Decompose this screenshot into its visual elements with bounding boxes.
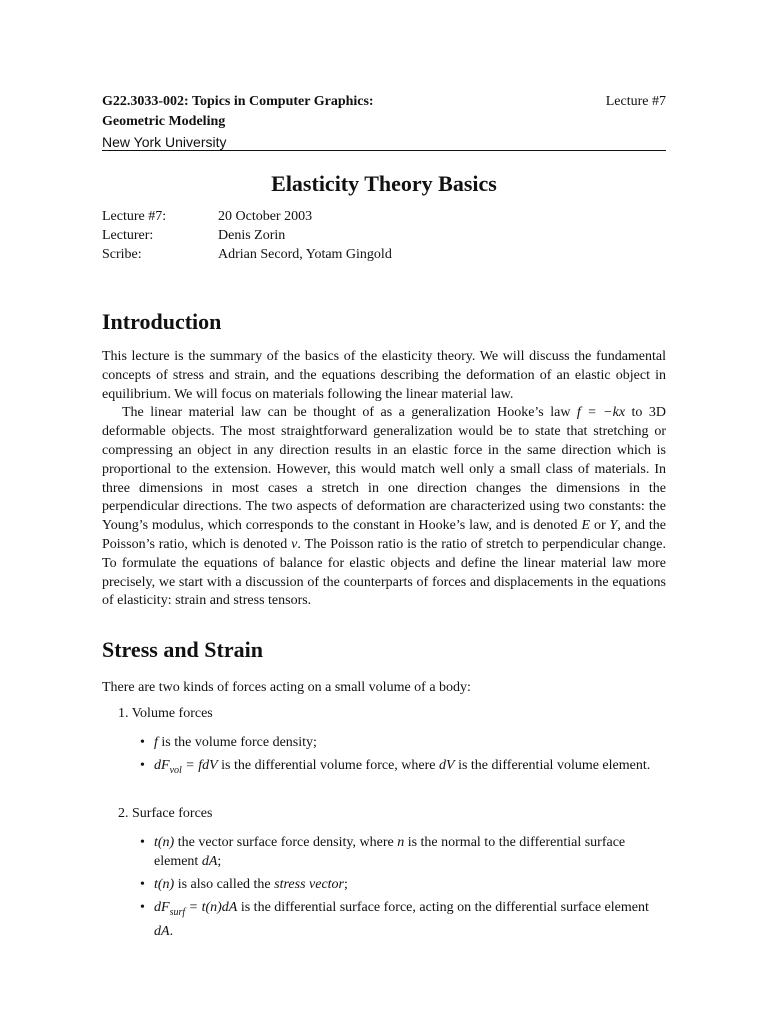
course-title: G22.3033-002: Topics in Computer Graphics:	[102, 94, 374, 109]
lecture-meta	[102, 207, 392, 264]
lecture-tag: Lecture #7	[605, 94, 666, 109]
bullet-item: • t(n) the vector surface force density, where n is the normal to the differential surface element dA;	[140, 835, 626, 869]
bullet-icon: •	[140, 900, 145, 915]
section-heading-introduction: Introduction	[102, 309, 222, 334]
meta-row: Scribe: Adrian Secord, Yotam Gingold	[102, 247, 392, 262]
course-subtitle: Geometric Modeling	[102, 114, 226, 129]
list-item-surface-forces: 2. Surface forces	[118, 806, 213, 821]
institution: New York University	[102, 134, 227, 150]
page-title: Elasticity Theory Basics	[271, 171, 497, 196]
header-rule	[102, 150, 666, 151]
bullet-item: • f is the volume force density;	[140, 735, 317, 750]
bullet-item: • t(n) is also called the stress vector;	[140, 877, 348, 892]
intro-paragraph-1: This lecture is the summary of the basics of the elasticity theory. We will discuss the fundamental concepts of stress and strain, and the equations describing the deformation of an elastic object in equilibrium. We will focus on materials following the linear material law. The linear material law can be thought of as a generalization Hooke’s law f = −kx to 3D deformable objects. The most straightforward generalization would be to state that stretching or compressing an object in any direction results in an elastic force in the same direction which is proportional to the extension. However, this would match well only a small class of materials. In three dimensions in most cases a stretch in one direction changes the dimensions in the perpendicular directions. The two aspects of deformation are characterized using two constants: the Young’s modulus, which corresponds to the constant in Hooke’s law, and is denoted E or Y, and the Poisson’s ratio, which is denoted ν. The Poisson ratio is the ratio of stretch to perpendicular change. To formulate the equations of balance for elastic objects and define the linear material law more precisely, we start with a discussion of the counterparts of forces and displacements in the equations of elasticity: strain and stress tensors.	[102, 348, 666, 611]
bullet-icon: •	[140, 735, 145, 750]
stress-lead: There are two kinds of forces acting on a small volume of a body:	[102, 680, 471, 695]
running-header	[102, 92, 666, 152]
bullet-item: • $dF_{vol}$ = fdV is the differential volume force, where dV is the differential volume element.	[140, 758, 651, 776]
meta-row: Lecture #7: 20 October 2003	[102, 209, 313, 224]
bullet-icon: •	[140, 877, 145, 892]
bullet-item: • $dF_{surf} = t(n)dA$ is the differential surface force, acting on the differential surface element dA.	[140, 900, 649, 939]
intro-paragraph-2: The linear material law can be thought of as a generalization Hooke’s law f = −kx to 3D deformable objects. The most straightforward generalization would be to state that stretching or compressing an object in any direction results in an elastic force in the same direction which is proportional to the extension. However, this would match well only a small class of materials. In three dimensions in most cases a stretch in one direction changes the dimensions in the perpendicular directions. The two aspects of deformation are characterized using two constants: the Young’s modulus, which corresponds to the constant in Hooke’s law, and is denoted E or Y, and the Poisson’s ratio, which is denoted ν. The Poisson ratio is the ratio of stretch to perpendicular change. To formulate the equations of balance for elastic objects and define the linear material law more precisely, we start with a discussion of the counterparts of forces and displacements in the equations of elasticity: strain and stress tensors.	[102, 405, 667, 609]
section-heading-stress-strain: Stress and Strain	[102, 637, 263, 662]
bullet-icon: •	[140, 758, 145, 773]
list-item-volume-forces: 1. Volume forces	[118, 706, 213, 721]
meta-row: Lecturer: Denis Zorin	[102, 228, 286, 243]
bullet-icon: •	[140, 835, 145, 850]
